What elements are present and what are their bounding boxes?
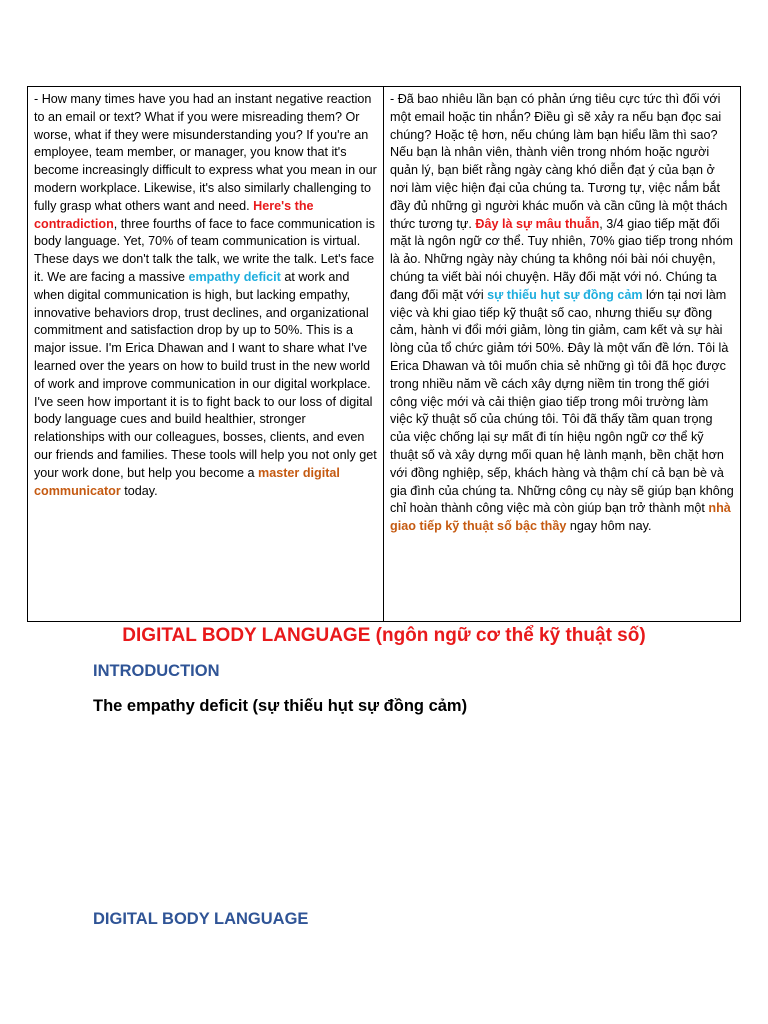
paragraph-text: ngay hôm nay.	[566, 519, 652, 534]
paragraph-text: , three fourths of face to face communication is body language. Yet, 70% of team communication is virtual. These days we don't talk the talk, we write the talk. Let's face it. We are facing a massive	[34, 216, 375, 284]
highlight-empathy: empathy deficit	[188, 269, 281, 284]
highlight-master: master digital communicator	[34, 465, 340, 498]
english-column	[28, 87, 384, 621]
vietnamese-column	[384, 87, 740, 621]
highlight-empathy: sự thiếu hụt sự đồng cảm	[487, 287, 643, 302]
bilingual-table	[27, 86, 741, 622]
paragraph-text: , 3/4 giao tiếp mặt đối mặt là ngôn ngữ cơ thể. Tuy nhiên, 70% giao tiếp trong nhóm là ảo. Những ngày này chúng ta không nói bài nói chuyện, chúng ta viết bài nói chuyện. Hãy đối mặt với nó. Chúng ta đang đối mặt với	[390, 216, 733, 302]
paragraph-text: at work and when digital communication is high, but lacking empathy, innovative behaviors drop, trust declines, and organizational commitment and satisfaction drop by up to 50%. This is a major issue. I'm Erica Dhawan and I want to share what I've learned over the years on how to build trust in the new world of work and improve communication in our digital workplace. I've seen how important it is to fight back to our loss of digital body language cues and build healthier, stronger relationships with our colleagues, bosses, clients, and even our friends and families. These tools will help you not only get your work done, but help you become a	[34, 269, 377, 480]
highlight-contradiction: Đây là sự mâu thuẫn	[475, 216, 600, 231]
paragraph-text: - Đã bao nhiêu lần bạn có phản ứng tiêu cực tức thì đối với một email hoặc tin nhắn? Điều gì sẽ xảy ra nếu bạn đọc sai chúng? Hoặc tệ hơn, nếu chúng làm bạn hiểu lầm thì sao? Nếu bạn là nhân viên, thành viên trong nhóm hoặc người quản lý, bạn biết rằng ngày càng khó diễn đạt ý của bạn ở nơi làm việc hiện đại của chúng ta. Tương tự, việc nắm bắt đầy đủ những gì người khác muốn và cần cũng là một thách thức tương tự.	[390, 92, 728, 231]
paragraph-text: - How many times have you had an instant negative reaction to an email or text? What if you were misreading them? Or worse, what if they were misunderstanding you? If you're an employee, team member, or manager, you know that it's become increasingly difficult to express what you mean in our modern workplace. Likewise, it's also similarly challenging to fully grasp what others want and need.	[34, 92, 377, 213]
digital-body-language-heading: DIGITAL BODY LANGUAGE	[93, 910, 309, 928]
introduction-heading: INTRODUCTION	[93, 662, 220, 680]
highlight-master: nhà giao tiếp kỹ thuật số bậc thầy	[390, 501, 731, 534]
paragraph-text: today.	[120, 483, 158, 498]
highlight-contradiction: Here's the contradiction	[34, 198, 314, 231]
paragraph-text: lớn tại nơi làm việc và khi giao tiếp kỹ thuật số cao, nhưng thiếu sự đồng cảm, hành vi đổi mới giảm, lòng tin giảm, cam kết và sự hài lòng của tổ chức giảm tới 50%. Đây là một vấn đề lớn. Tôi là Erica Dhawan và tôi muốn chia sẻ những gì tôi đã học được trong nhiều năm về cách xây dựng niềm tin trong thế giới công việc mới và cải thiện giao tiếp trong môi trường làm việc kỹ thuật số của chúng tôi. Tôi đã thấy tầm quan trọng của việc chống lại sự mất đi tín hiệu ngôn ngữ cơ thể kỹ thuật số và xây dựng mối quan hệ lành mạnh, bền chặt hơn với đồng nghiệp, sếp, khách hàng và thậm chí cả bạn bè và gia đình của chúng ta. Những công cụ này sẽ giúp bạn không chỉ hoàn thành công việc mà còn giúp bạn trở thành một	[390, 287, 734, 516]
document-title: DIGITAL BODY LANGUAGE (ngôn ngữ cơ thể kỹ thuật số)	[122, 625, 646, 646]
empathy-deficit-heading: The empathy deficit (sự thiếu hụt sự đồng cảm)	[93, 697, 468, 715]
